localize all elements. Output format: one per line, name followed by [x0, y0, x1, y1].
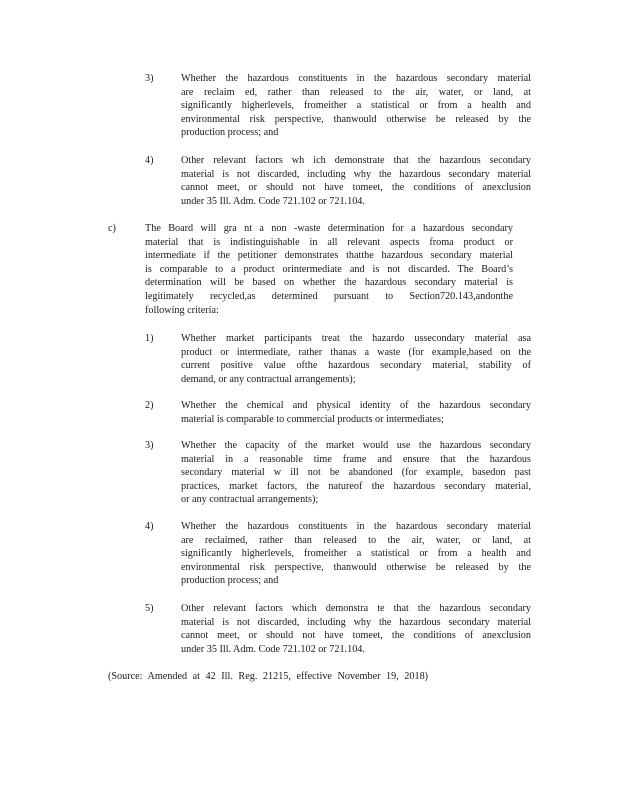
- text-line: product or intermediate, rather thanas a waste (for example,based on the: [181, 346, 531, 358]
- text-line: cannot meet, or should not have tomeet, the conditions of anexclusion: [181, 630, 531, 642]
- text-line: cannot meet, or should not have tomeet, the conditions of anexclusion: [181, 182, 531, 194]
- item-text: [181, 154, 531, 208]
- item-text: [181, 399, 531, 426]
- item-text: [181, 72, 531, 140]
- text-line: under 35 Ill. Adm. Code 721.102 or 721.104.: [181, 195, 365, 207]
- text-line: is comparable to a product orintermediate and is not discarded. The Board’s: [145, 263, 513, 275]
- text-line: intermediate if the petitioner demonstrates thatthe hazardous secondary material: [145, 250, 513, 262]
- text-line: Whether the capacity of the market would use the hazardous secondary: [181, 440, 531, 451]
- text-line: production process; and: [181, 575, 279, 587]
- text-line: secondary material w ill not be abandoned (for example, basedon past: [181, 467, 531, 479]
- item-text: [181, 520, 531, 588]
- text-line: material is not discarded, including why the hazardous secondary material: [181, 168, 531, 180]
- item-number: 4): [145, 155, 154, 166]
- text-line: significantly higherlevels, fromeither a statistical or from a health and: [181, 548, 531, 560]
- section-c-text: [145, 222, 513, 317]
- item-number: 1): [145, 333, 154, 344]
- item-text: [181, 332, 531, 386]
- text-line: Whether the hazardous constituents in the hazardous secondary material: [181, 73, 531, 84]
- text-line: Whether market participants treat the hazardo ussecondary material asa: [181, 333, 531, 344]
- section-label: c): [108, 223, 116, 234]
- text-line: are reclaimed, rather than released to the air, water, or land, at: [181, 534, 531, 546]
- text-line: material in a reasonable time frame and ensure that the hazardous: [181, 453, 531, 465]
- item-text: [181, 439, 531, 507]
- text-line: demand, or any contractual arrangements);: [181, 373, 356, 385]
- text-line: or any contractual arrangements);: [181, 494, 319, 506]
- item-number: 5): [145, 603, 154, 614]
- text-line: environmental risk perspective, thanwould otherwise be released by the: [181, 561, 531, 573]
- text-line: current positive value ofthe hazardous secondary material, stability of: [181, 360, 531, 372]
- text-line: material is not discarded, including why the hazardous secondary material: [181, 616, 531, 628]
- text-line: Other relevant factors which demonstra te that the hazardous secondary: [181, 603, 531, 614]
- text-line: following criteria:: [145, 304, 219, 316]
- item-text: [181, 602, 531, 656]
- text-line: are reclaim ed, rather than released to the air, water, or land, at: [181, 86, 531, 98]
- text-line: environmental risk perspective, thanwould otherwise be released by the: [181, 113, 531, 125]
- text-line: material that is indistinguishable in all relevant aspects froma product or: [145, 236, 513, 248]
- source-note: (Source: Amended at 42 Ill. Reg. 21215, effective November 19, 2018): [108, 671, 429, 682]
- text-line: Whether the chemical and physical identity of the hazardous secondary: [181, 400, 531, 411]
- text-line: production process; and: [181, 127, 279, 139]
- text-line: practices, market factors, the natureof the hazardous secondary material,: [181, 480, 531, 492]
- text-line: legitimately recycled,as determined pursuant to Section720.143,andonthe: [145, 290, 513, 302]
- item-number: 4): [145, 521, 154, 532]
- text-line: Other relevant factors wh ich demonstrate that the hazardous secondary: [181, 155, 531, 166]
- text-line: determination will be based on whether the hazardous secondary material is: [145, 277, 513, 289]
- text-line: material is comparable to commercial products or intermediates;: [181, 413, 444, 425]
- text-line: under 35 Ill. Adm. Code 721.102 or 721.104.: [181, 643, 365, 655]
- item-number: 3): [145, 73, 154, 84]
- text-line: The Board will gra nt a non -waste determination for a hazardous secondary: [145, 223, 513, 234]
- item-number: 3): [145, 440, 154, 451]
- text-line: significantly higherlevels, fromeither a statistical or from a health and: [181, 100, 531, 112]
- item-number: 2): [145, 400, 154, 411]
- text-line: Whether the hazardous constituents in the hazardous secondary material: [181, 521, 531, 532]
